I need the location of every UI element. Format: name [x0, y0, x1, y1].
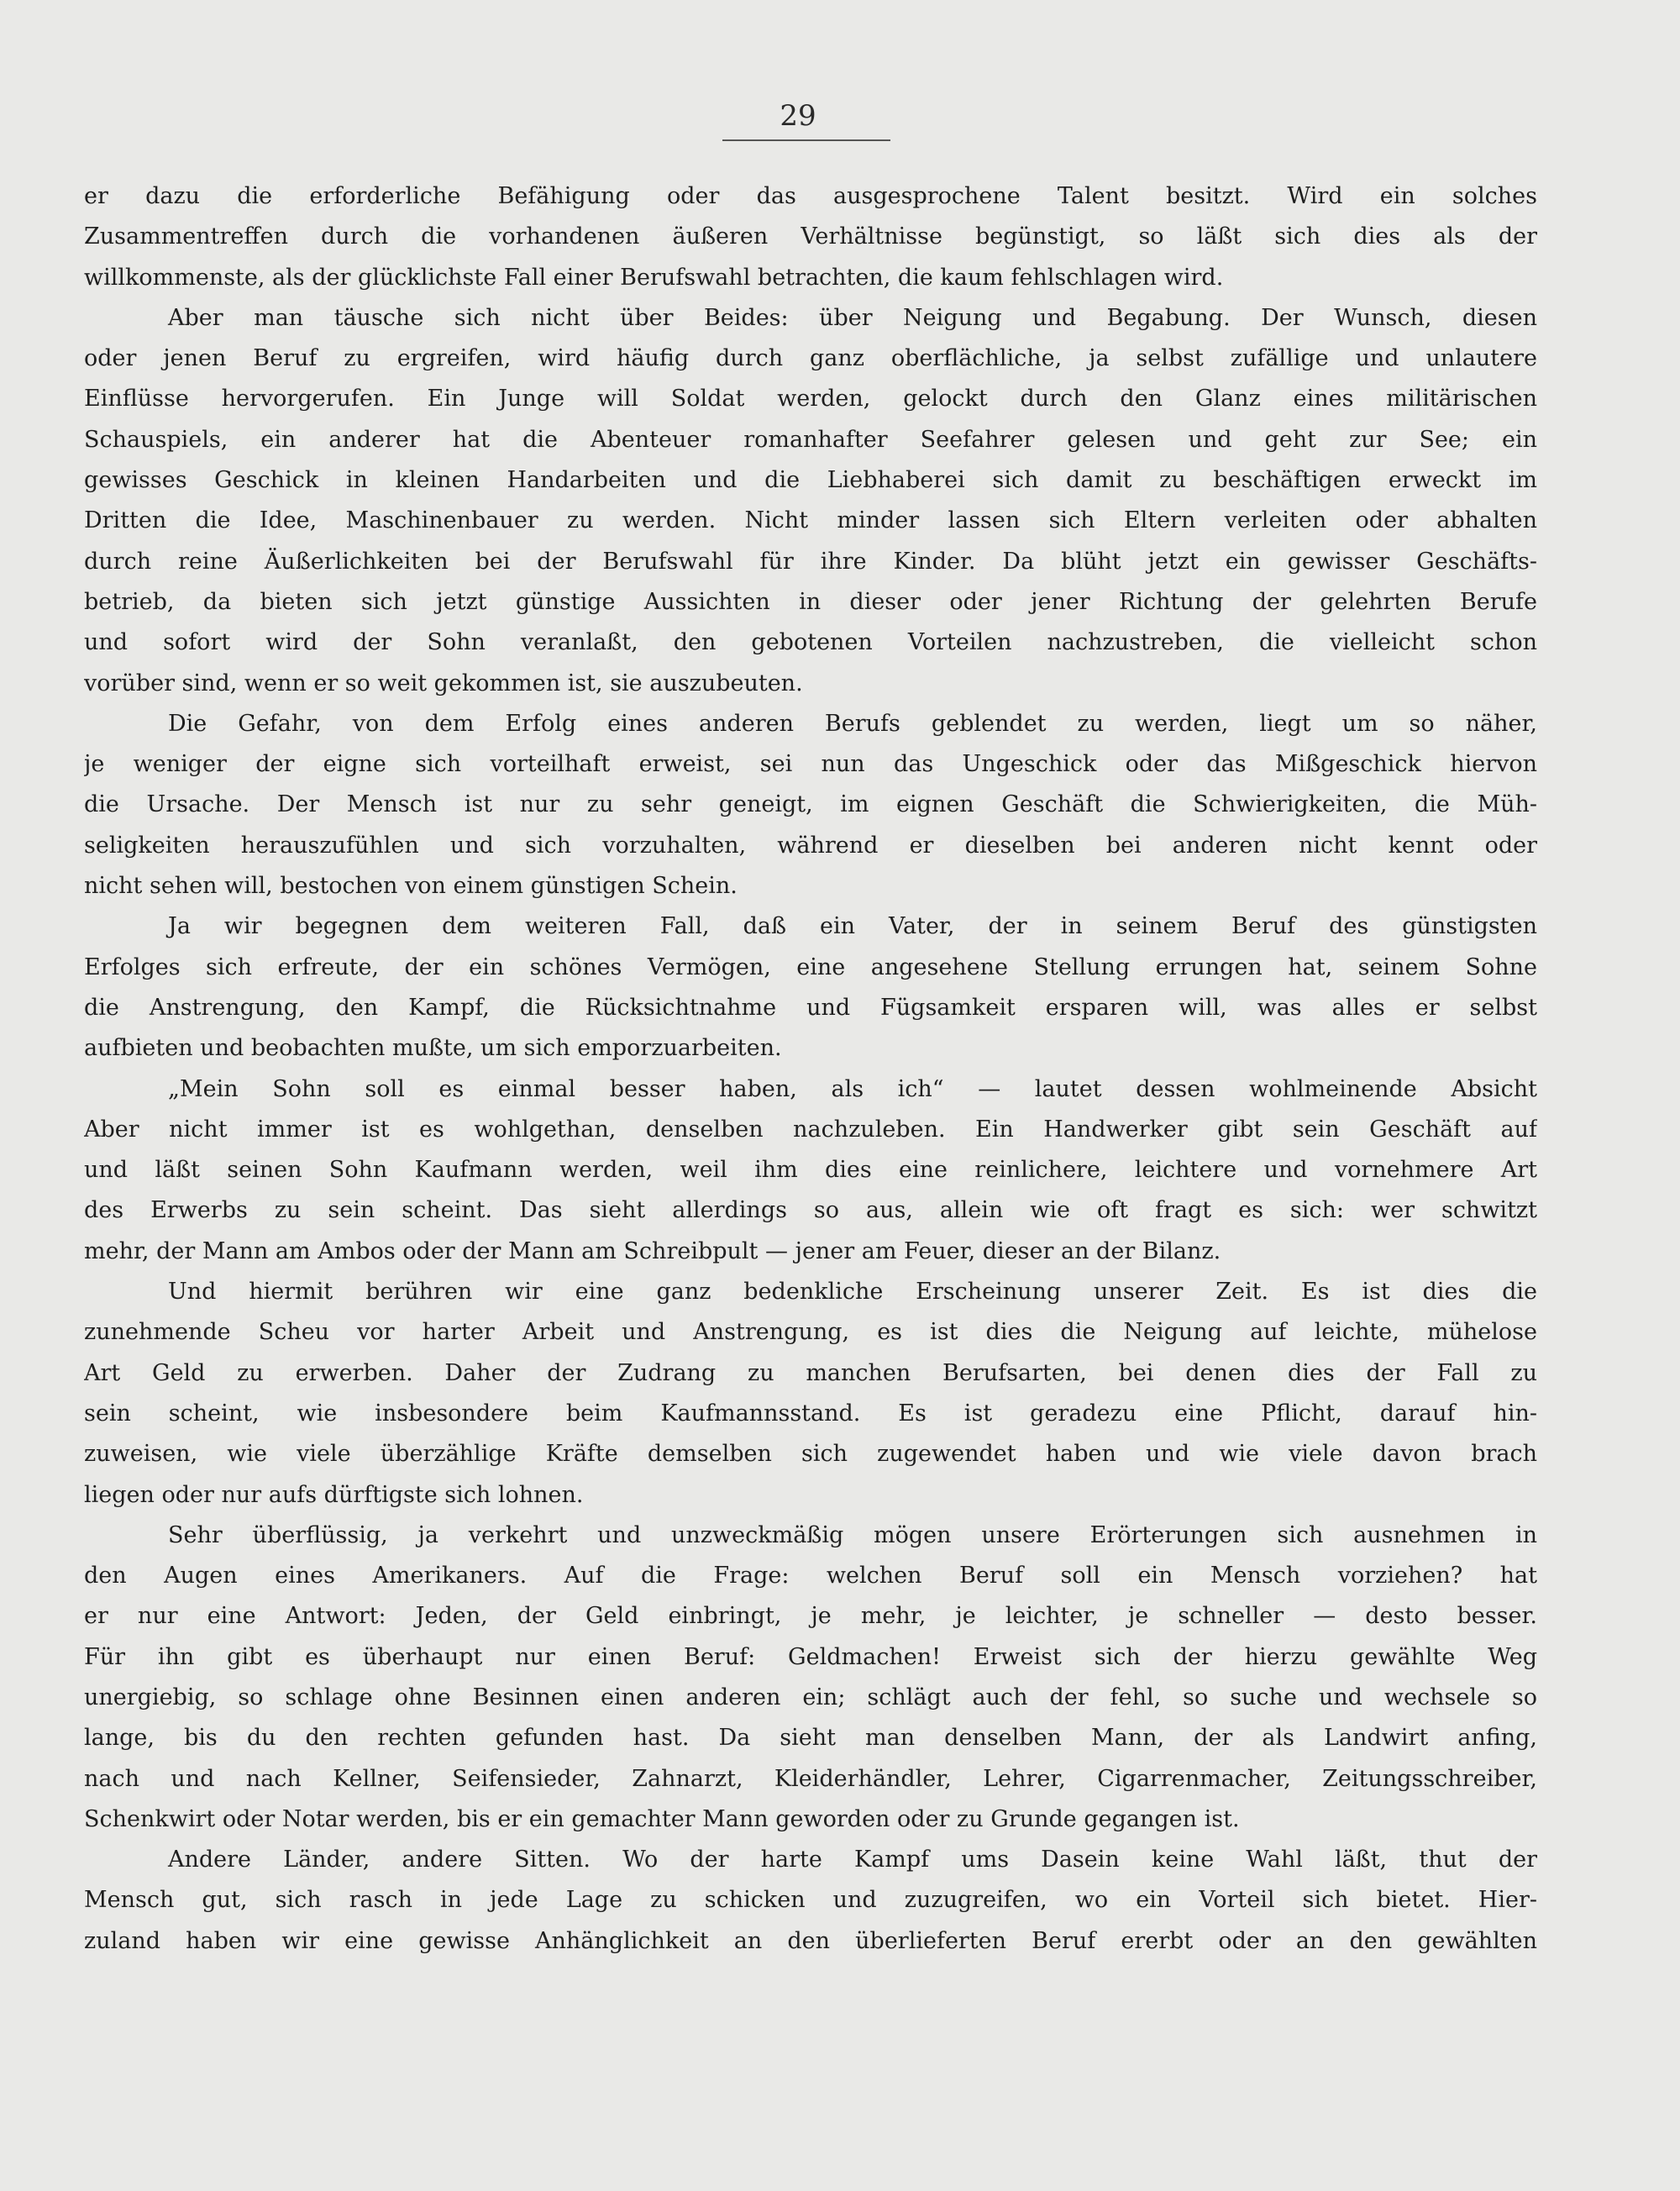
body-text: [84, 176, 1537, 1962]
text-line: gewisses Geschick in kleinen Handarbeiten und die Liebhaberei sich damit zu beschäftigen erweckt im: [84, 467, 1537, 494]
text-line: Mensch gut, sich rasch in jede Lage zu schicken und zuzugreifen, wo ein Vorteil sich bietet. Hier-: [84, 1887, 1537, 1914]
text-line: Die Gefahr, von dem Erfolg eines anderen Berufs geblendet zu werden, liegt um so näher,: [168, 710, 1537, 737]
text-line: seligkeiten herauszufühlen und sich vorzuhalten, während er dieselben bei anderen nicht kennt oder: [84, 832, 1537, 859]
text-line: unergiebig, so schlage ohne Besinnen einen anderen ein; schlägt auch der fehl, so suche und wechsele so: [84, 1684, 1537, 1710]
text-line: nicht sehen will, bestochen von einem günstigen Schein.: [84, 873, 738, 900]
text-line: und läßt seinen Sohn Kaufmann werden, weil ihm dies eine reinlichere, leichtere und vornehmere Art: [84, 1157, 1537, 1184]
text-line: Aber nicht immer ist es wohlgethan, denselben nachzuleben. Ein Handwerker gibt sein Geschäft auf: [84, 1116, 1537, 1143]
text-line: sein scheint, wie insbesondere beim Kaufmannsstand. Es ist geradezu eine Pflicht, darauf hin-: [84, 1400, 1537, 1427]
text-line: zuland haben wir eine gewisse Anhänglichkeit an den überlieferten Beruf ererbt oder an den gewählten: [84, 1927, 1537, 1954]
text-line: Schenkwirt oder Notar werden, bis er ein gemachter Mann geworden oder zu Grunde gegangen ist.: [84, 1805, 1240, 1832]
text-line: Aber man täusche sich nicht über Beides: über Neigung und Begabung. Der Wunsch, diesen: [168, 304, 1537, 331]
text-line: je weniger der eigne sich vorteilhaft erweist, sei nun das Ungeschick oder das Mißgeschick hiervon: [84, 751, 1537, 778]
text-line: die Anstrengung, den Kampf, die Rücksichtnahme und Fügsamkeit ersparen will, was alles er selbst: [84, 994, 1537, 1021]
text-line: Erfolges sich erfreute, der ein schönes Vermögen, eine angesehene Stellung errungen hat, seinem Sohne: [84, 954, 1537, 980]
text-line: des Erwerbs zu sein scheint. Das sieht allerdings so aus, allein wie oft fragt es sich: wer schwitzt: [84, 1197, 1537, 1224]
text-line: die Ursache. Der Mensch ist nur zu sehr geneigt, im eignen Geschäft die Schwierigkeiten, die Müh-: [84, 791, 1537, 818]
text-line: nach und nach Kellner, Seifensieder, Zahnarzt, Kleiderhändler, Lehrer, Cigarrenmacher, Zeitungsschreiber,: [84, 1765, 1537, 1792]
text-line: Art Geld zu erwerben. Daher der Zudrang zu manchen Berufsarten, bei denen dies der Fall zu: [84, 1359, 1537, 1386]
text-line: er dazu die erforderliche Befähigung oder das ausgesprochene Talent besitzt. Wird ein solches: [84, 183, 1537, 209]
text-line: Einflüsse hervorgerufen. Ein Junge will Soldat werden, gelockt durch den Glanz eines militärischen: [84, 386, 1537, 412]
text-line: Für ihn gibt es überhaupt nur einen Beruf: Geldmachen! Erweist sich der hierzu gewählte Weg: [84, 1643, 1537, 1670]
text-line: durch reine Äußerlichkeiten bei der Berufswahl für ihre Kinder. Da blüht jetzt ein gewisser Geschäfts-: [84, 548, 1537, 575]
text-line: und sofort wird der Sohn veranlaßt, den gebotenen Vorteilen nachzustreben, die vielleicht schon: [84, 629, 1537, 656]
text-line: betrieb, da bieten sich jetzt günstige Aussichten in dieser oder jener Richtung der gelehrten Berufe: [84, 588, 1537, 615]
text-line: Schauspiels, ein anderer hat die Abenteuer romanhafter Seefahrer gelesen und geht zur See; ein: [84, 426, 1537, 453]
text-line: den Augen eines Amerikaners. Auf die Frage: welchen Beruf soll ein Mensch vorziehen? hat: [84, 1563, 1537, 1589]
text-line: „Mein Sohn soll es einmal besser haben, als ich“ — lautet dessen wohlmeinende Absicht: [168, 1075, 1537, 1102]
text-line: Und hiermit berühren wir eine ganz bedenkliche Erscheinung unserer Zeit. Es ist dies die: [168, 1279, 1537, 1306]
text-line: willkommenste, als der glücklichste Fall einer Berufswahl betrachten, die kaum fehlschlagen wird.: [84, 264, 1224, 291]
page-number: 29: [780, 99, 816, 133]
text-line: aufbieten und beobachten mußte, um sich emporzuarbeiten.: [84, 1035, 782, 1062]
text-line: oder jenen Beruf zu ergreifen, wird häufig durch ganz oberflächliche, ja selbst zufällige und unlautere: [84, 345, 1537, 372]
text-line: Andere Länder, andere Sitten. Wo der harte Kampf ums Dasein keine Wahl läßt, thut der: [168, 1847, 1537, 1873]
text-line: liegen oder nur aufs dürftigste sich lohnen.: [84, 1481, 584, 1508]
text-line: zuweisen, wie viele überzählige Kräfte demselben sich zugewendet haben und wie viele davon brach: [84, 1441, 1537, 1468]
text-line: er nur eine Antwort: Jeden, der Geld einbringt, je mehr, je leichter, je schneller — desto besser.: [84, 1603, 1537, 1630]
text-line: Zusammentreffen durch die vorhandenen äußeren Verhältnisse begünstigt, so läßt sich dies als der: [84, 223, 1537, 250]
text-line: zunehmende Scheu vor harter Arbeit und Anstrengung, es ist dies die Neigung auf leichte, mühelose: [84, 1319, 1537, 1346]
text-line: Sehr überflüssig, ja verkehrt und unzweckmäßig mögen unsere Erörterungen sich ausnehmen in: [168, 1521, 1537, 1548]
text-line: mehr, der Mann am Ambos oder der Mann am Schreibpult — jener am Feuer, dieser an der Bilanz.: [84, 1237, 1221, 1264]
text-line: Dritten die Idee, Maschinenbauer zu werden. Nicht minder lassen sich Eltern verleiten oder abhalten: [84, 507, 1537, 534]
text-line: vorüber sind, wenn er so weit gekommen ist, sie auszubeuten.: [84, 670, 803, 696]
text-line: Ja wir begegnen dem weiteren Fall, daß ein Vater, der in seinem Beruf des günstigsten: [168, 913, 1537, 940]
page-number-rule: [722, 139, 890, 141]
text-line: lange, bis du den rechten gefunden hast. Da sieht man denselben Mann, der als Landwirt anfing,: [84, 1725, 1537, 1752]
